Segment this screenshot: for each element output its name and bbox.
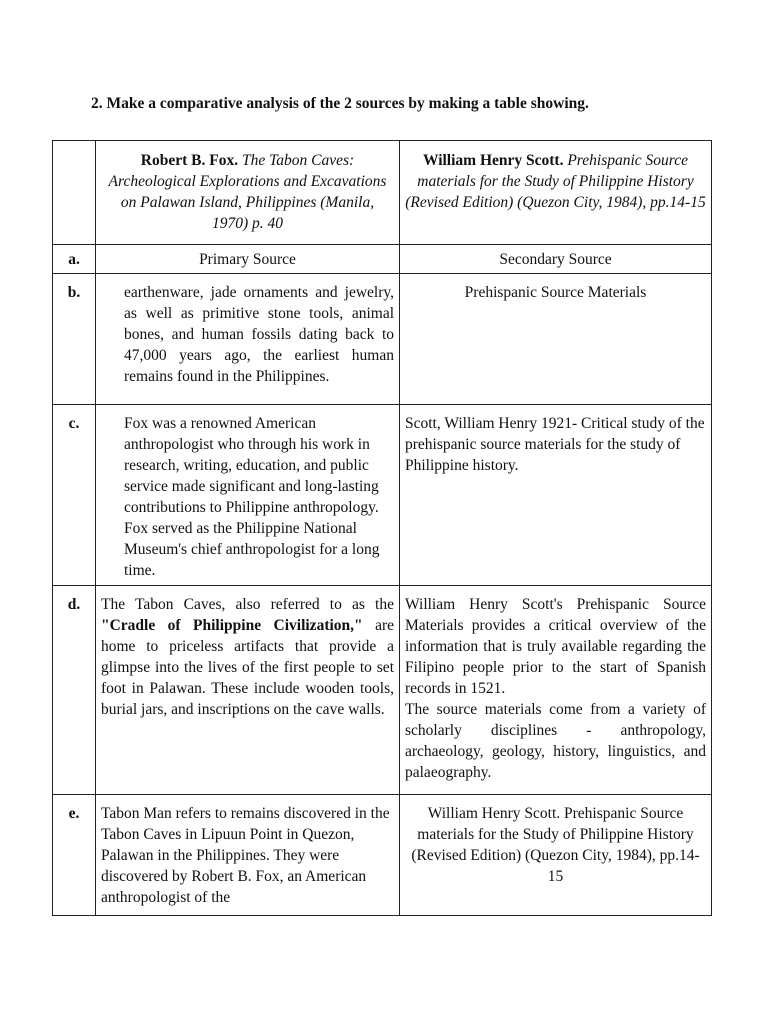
table-row-b	[53, 274, 712, 405]
header-empty-cell	[53, 141, 96, 245]
fox-cell: earthenware, jade ornaments and jewelry, as well as primitive stone tools, animal bones, and human fossils dating back to 47,000 years ago, the earliest human remains found in the Philippines.	[96, 274, 400, 405]
fox-cell	[96, 586, 400, 795]
fox-cell: Primary Source	[96, 245, 400, 274]
comparison-table	[52, 140, 712, 916]
scott-cell: Secondary Source	[400, 245, 712, 274]
fox-cell: Fox was a renowned American anthropologist who through his work in research, writing, education, and public service made significant and long-lasting contributions to Philippine anthropology. Fox served as the Philippine National Museum's chief anthropologist for a long time.	[96, 405, 400, 586]
row-letter: d.	[53, 586, 96, 795]
row-letter: b.	[53, 274, 96, 405]
fox-text-after: are home to priceless artifacts that provide a glimpse into the lives of the first people to set foot in Palawan. These include wooden tools, burial jars, and inscriptions on the cave walls.	[101, 617, 394, 718]
scott-cell: William Henry Scott. Prehispanic Source materials for the Study of Philippine History (Revised Edition) (Quezon City, 1984), pp.14-15	[400, 795, 712, 916]
fox-title: The Tabon Caves: Archeological Explorations and Excavations on Palawan Island, Philippines (Manila, 1970) p. 40	[108, 152, 387, 232]
table-header-row	[53, 141, 712, 245]
scott-cell: Prehispanic Source Materials	[400, 274, 712, 405]
header-fox-source	[96, 141, 400, 245]
row-letter: e.	[53, 795, 96, 916]
table-row-a	[53, 245, 712, 274]
fox-text-bold: "Cradle of Philippine Civilization,"	[101, 617, 363, 634]
table-row-d	[53, 586, 712, 795]
question-heading: 2. Make a comparative analysis of the 2 sources by making a table showing.	[91, 95, 589, 112]
scott-cell: Scott, William Henry 1921- Critical study of the prehispanic source materials for the study of Philippine history.	[400, 405, 712, 586]
scott-author: William Henry Scott.	[422, 152, 564, 169]
fox-text-before: The Tabon Caves, also referred to as the	[101, 596, 394, 613]
scott-paragraph-2: The source materials come from a variety of scholarly disciplines - anthropology, archaeology, geology, history, linguistics, and palaeography.	[405, 701, 706, 781]
header-scott-source	[400, 141, 712, 245]
fox-author: Robert B. Fox.	[140, 152, 239, 169]
row-letter: c.	[53, 405, 96, 586]
scott-cell	[400, 586, 712, 795]
row-letter: a.	[53, 245, 96, 274]
fox-cell: Tabon Man refers to remains discovered in the Tabon Caves in Lipuun Point in Quezon, Palawan in the Philippines. They were discovered by Robert B. Fox, an American anthropologist of the	[96, 795, 400, 916]
table-row-c	[53, 405, 712, 586]
table-row-e	[53, 795, 712, 916]
scott-title: Prehispanic Source materials for the Study of Philippine History (Revised Edition) (Quezon City, 1984), pp.14-15	[405, 152, 706, 211]
scott-paragraph-1: William Henry Scott's Prehispanic Source Materials provides a critical overview of the information that is truly available regarding the Filipino people prior to the start of Spanish records in 1521.	[405, 596, 706, 697]
